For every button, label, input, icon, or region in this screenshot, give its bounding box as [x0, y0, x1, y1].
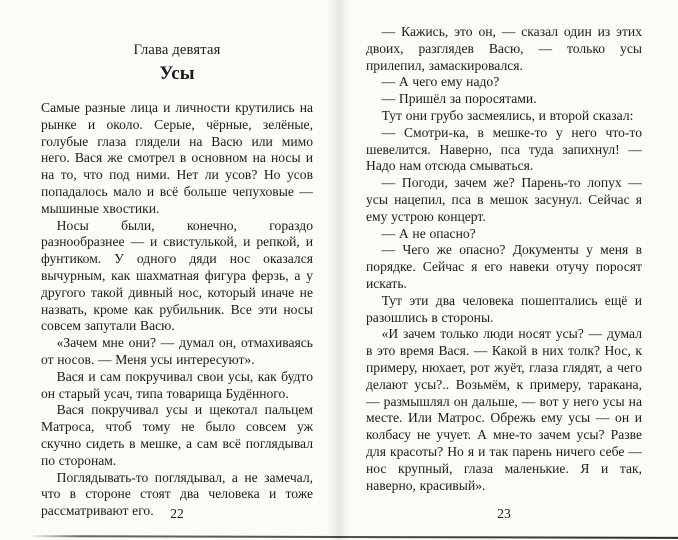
paragraph: Носы были, конечно, гораздо разнообразнее — и свистулькой, и репкой, и фунтиком. У одного дяди нос оказался вычурным, как шахматная фигура ферзь, а у другого такой дивный нос, который иначе не назвать, кроме как рубильник. Все эти носы совсем запутали Васю. — [41, 217, 313, 334]
paragraph: — Кажись, это он, — сказал один из этих двоих, разглядев Васю, — только усы прилепил, замаскировался. — [366, 24, 642, 73]
paragraph: Вася и сам покручивал свои усы, как будто он старый усач, типа товарища Будённого. — [41, 368, 313, 401]
paragraph: Поглядывать-то поглядывал, а не замечал, что в стороне стоят два человека и тоже рассматривают его. — [41, 469, 313, 519]
paragraph: — Чего же опасно? Документы у меня в порядке. Сейчас я его навеки отучу поросят искать. — [366, 242, 642, 291]
paragraph: — Смотри-ка, в мешке-то у него что-то шевелится. Наверно, пса туда запихнул! — Надо нам отсюда смываться. — [366, 124, 642, 174]
page-gutter-shadow — [326, 0, 350, 540]
paragraph: — А чего ему надо? — [381, 74, 500, 90]
paragraph: Тут они грубо засмеялись, и второй сказал: — [381, 107, 634, 123]
page-number-right: 23 — [497, 506, 511, 521]
chapter-title: Усы — [159, 63, 195, 84]
chapter-heading: Глава девятая — [133, 42, 221, 58]
left-page — [41, 42, 313, 520]
paragraph: Самые разные лица и личности крутились на рынке и около. Серые, чёрные, зелёные, голубые глаза глядели на Васю или мимо него. Вася же смотрел в основном на носы и на то, что под ними. Нет ли усов? Но усов попадалось мало и всё больше чепуховые — мышиные хвостики. — [41, 100, 313, 216]
paragraph: «Зачем мне они? — думал он, отмахиваясь от носов. — Меня усы интересуют». — [41, 335, 313, 367]
paragraph: — Пришёл за поросятами. — [381, 91, 537, 107]
right-page-body — [366, 24, 642, 494]
paragraph: Тут эти два человека пошептались ещё и разошлись в стороны. — [366, 292, 642, 325]
left-page-body — [41, 100, 313, 520]
paragraph: — А не опасно? — [381, 225, 476, 241]
paragraph: Вася покручивал усы и щекотал пальцем Матроса, чтоб тому не было совсем уж скучно сидеть в мешке, а сам всё поглядывал по сторонам. — [41, 402, 313, 468]
page-edge-line — [28, 535, 678, 539]
right-page — [366, 24, 642, 494]
paragraph: «И зачем только люди носят усы? — думал в это время Вася. — Какой в них толк? Нос, к примеру, нюхает, рот жуёт, глаза глядят, а чего делают усы?.. Возьмём, к примеру, таракана, — размышлял он дальше, — вот у него усы на месте. Или Матрос. Обрежь ему усы — он и колбасу не учует. А мне-то зачем усы? Разве для красоты? Но я и так парень ничего себе — нос крупный, глаза маленькие. Я и так, наверно, красивый». — [366, 326, 642, 493]
paragraph: — Погоди, зачем же? Парень-то лопух — усы нацепил, пса в мешок засунул. Сейчас я ему устрою концерт. — [366, 175, 642, 224]
page-number-left: 22 — [170, 506, 184, 521]
